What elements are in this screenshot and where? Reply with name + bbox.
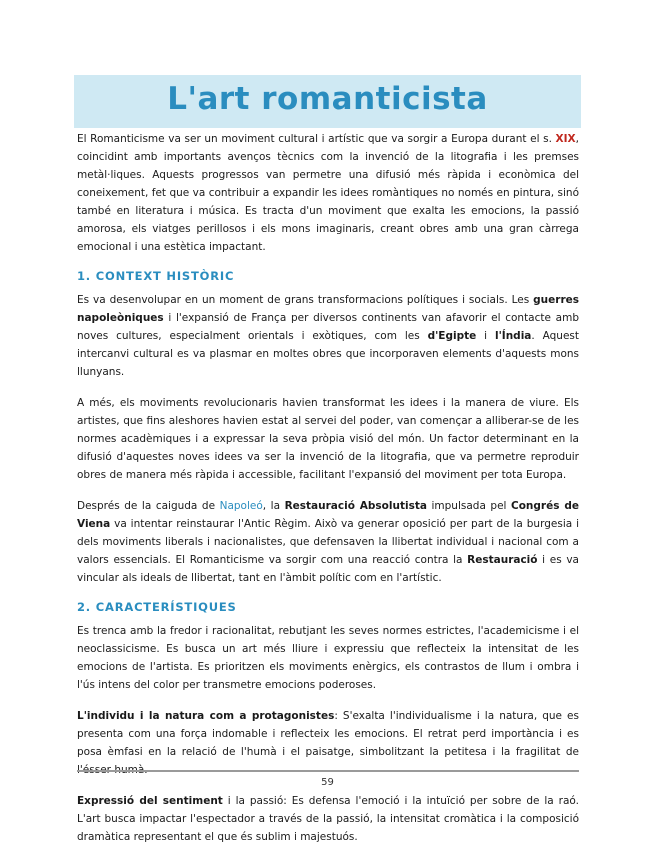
bold-term: Congrés de Viena: [77, 500, 579, 530]
context-paragraph-1: [77, 291, 579, 381]
intro-text-cont: , coincidint amb importants avenços tècnics com la invenció de la litografia i les premses metàl·liques. Aquests progressos van permetre una difusió més ràpida i econòmica del coneixement, fet que va contribuir a expandir les idees romàntiques no només en pintura, sinó també en literatura i música. Es tracta d'un moviment que exalta les emocions, la passió amorosa, els viatges perillosos i els mons imaginaris, creant obres amb una gran càrrega emocional i una estètica impactant.: [77, 133, 579, 253]
text-run: , la: [262, 500, 285, 512]
bold-term: d'Egipte: [427, 330, 477, 342]
footer-divider: [77, 770, 579, 772]
text-run: . Aquest intercanvi cultural es va plasmar en moltes obres que incorporaven elements d'aquests mons llunyans.: [77, 330, 579, 378]
bold-term: Expressió del sentiment: [77, 795, 223, 807]
intro-text: El Romanticisme va ser un moviment cultural i artístic que va sorgir a Europa durant el s.: [77, 133, 556, 145]
page-number: 59: [321, 777, 334, 788]
bold-term: l'Índia: [494, 330, 532, 342]
characteristics-paragraph-2: [77, 707, 579, 779]
document-body: [77, 130, 579, 859]
title-banner: [74, 75, 581, 128]
text-run: : S'exalta l'individualisme i la natura, que es presenta com una força indomable i reflecteix les emocions. El retrat perd importància i es posa èmfasi en la relació de l'humà i el paisatge, simbolitzant la petitesa i la fragilitat de: [77, 710, 579, 758]
bold-term: Restauració: [467, 554, 538, 566]
section-heading-context: 1. CONTEXT HISTÒRIC: [77, 269, 235, 283]
century-highlight: XIX: [555, 133, 576, 145]
text-run: i: [476, 330, 495, 342]
text-run: i la passió: [222, 795, 284, 807]
text-run: Es va desenvolupar en un moment de grans transformacions polítiques i socials. Les: [77, 294, 534, 306]
text-run: i es va vincular als ideals de llibertat, tant en l'àmbit polític com en l'artístic.: [77, 554, 579, 584]
text-run: i l'expansió de França per diversos continents van afavorir el contacte amb noves cultures, especialment orientals i exòtiques, com les: [77, 312, 579, 342]
context-paragraph-3: [77, 497, 579, 587]
text-run: va intentar reinstaurar l'Antic Règim. Això va generar oposició per part de la burgesia i dels moviments liberals i nacionalistes, que defensaven la llibertat individual i nacional com a valors essencials. El Romanticisme va sorgir com una reacció contra la: [77, 518, 579, 566]
bold-term: guerres napoleòniques: [77, 294, 579, 324]
intro-paragraph: [77, 130, 579, 256]
text-run: impulsada pel: [426, 500, 512, 512]
bold-term: L'individu i la natura com a protagonistes: [77, 710, 335, 722]
page-title: L'art romanticista: [167, 81, 488, 117]
text-run: Després de la caiguda de: [77, 500, 220, 512]
bold-term: Restauració Absolutista: [284, 500, 427, 512]
context-paragraph-2: A més, els moviments revolucionaris havien transformat les idees i la manera de viure. Els artistes, que fins aleshores havien estat al servei del poder, van començar a alliberar-se de les normes acadèmiques i a expressar la seva pròpia visió del món. Un factor determinant en la difusió d'aquestes noves idees va ser la invenció de la litografia, que va permetre reproduir obres de manera més ràpida i accessible, facilitant l'expansió del moviment per tota Europa.: [77, 397, 579, 481]
characteristics-paragraph-1: Es trenca amb la fredor i racionalitat, rebutjant les seves normes estrictes, l'academicisme i el neoclassicisme. Es busca un art més lliure i expressiu que reflecteix la intensitat de les emocions de l'artista. Es prioritzen els moviments enèrgics, els contrastos de llum i ombra i l'ús intens del color per transmetre emocions poderoses.: [77, 625, 579, 691]
section-heading-characteristics: 2. CARACTERÍSTIQUES: [77, 600, 237, 614]
napoleo-link: Napoleó: [219, 500, 263, 512]
characteristics-paragraph-3: [77, 792, 579, 846]
text-run: : Es defensa l'emoció i la intuïció per sobre de la raó. L'art busca impactar l'espectador a través de la passió, la intensitat cromàtica i la composició dramàtica representant el que és sublim i majestuós.: [77, 795, 579, 843]
